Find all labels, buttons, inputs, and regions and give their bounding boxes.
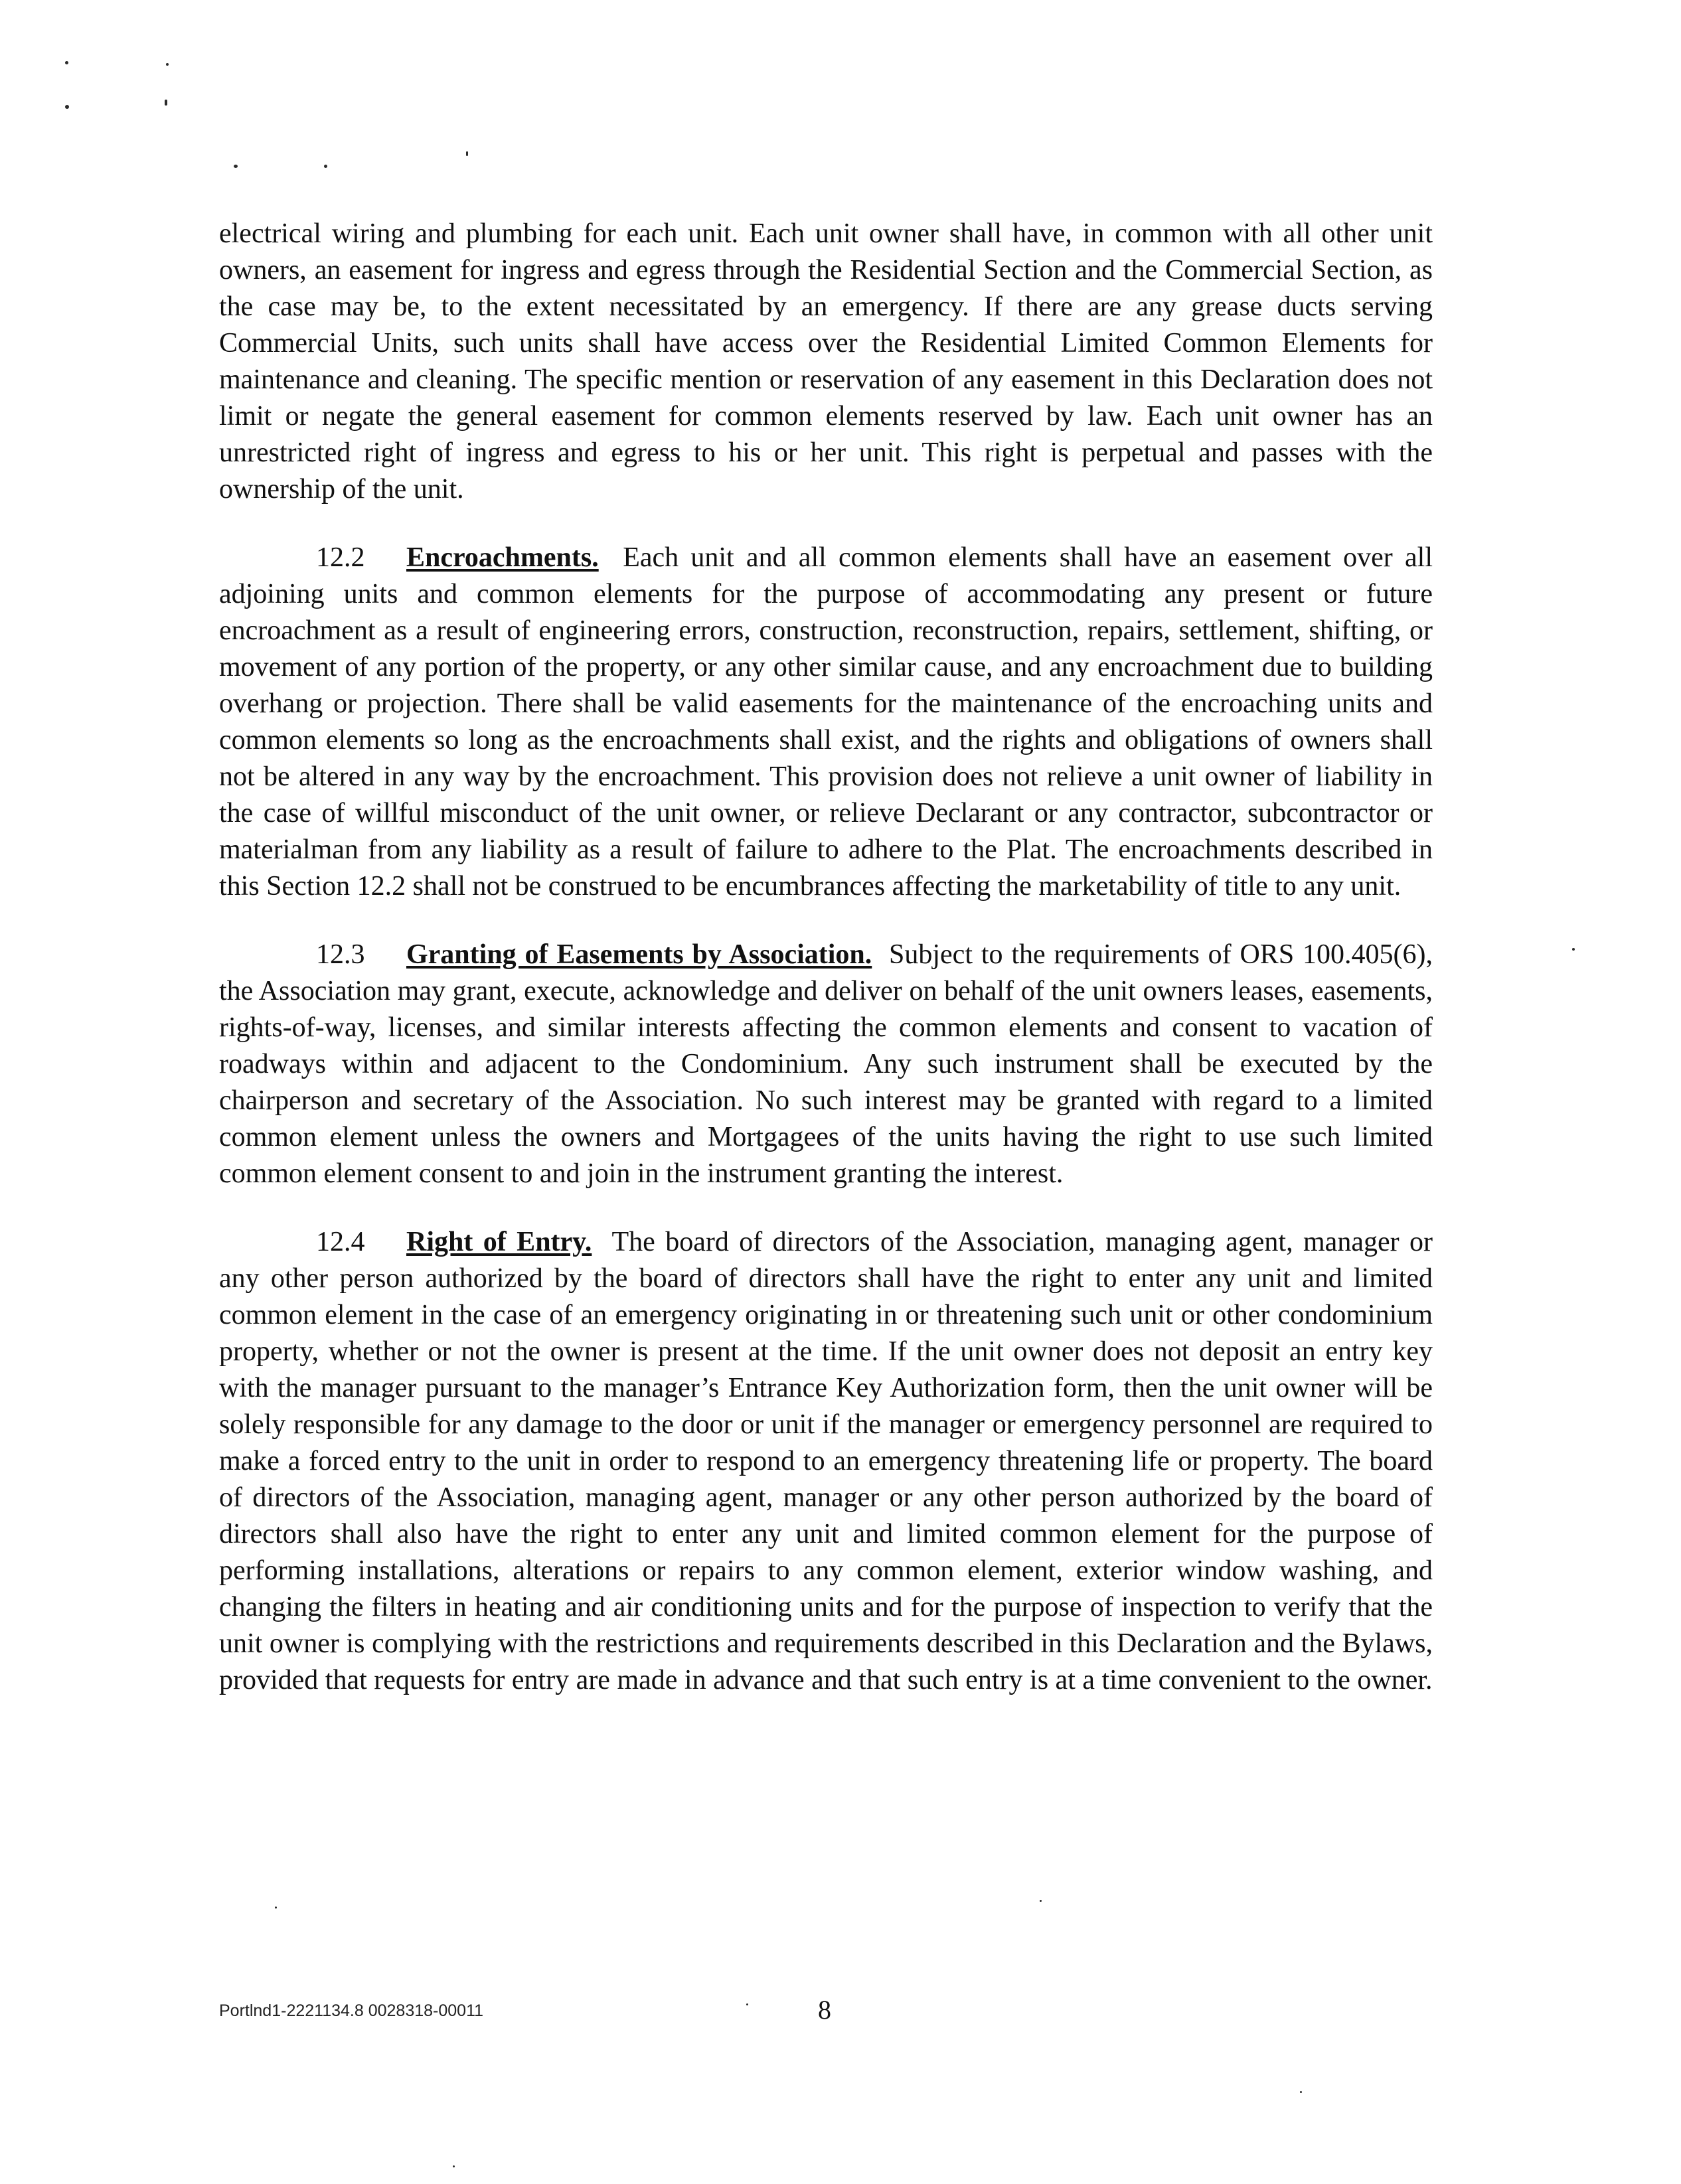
scan-speck: [453, 2165, 455, 2167]
section-12-3: [219, 937, 1433, 1192]
scan-speck: [746, 2003, 748, 2005]
scan-speck: [234, 165, 238, 168]
scan-speck: [1300, 2091, 1302, 2093]
scan-speck: [65, 61, 68, 64]
section-number: 12.3: [316, 939, 365, 970]
continuation-paragraph: electrical wiring and plumbing for each unit. Each unit owner shall have, in common with all other unit owners, an easement for ingress and egress through the Residential Section and the Commercial Section, as the case may be, to the extent necessitated by an emergency. If there are any grease ducts serving Commercial Units, such units shall have access over the Residential Limited Common Elements for maintenance and cleaning. The specific mention or reservation of any easement in this Declaration does not limit or negate the general easement for common elements reserved by law. Each unit owner has an unrestricted right of ingress and egress to his or her unit. This right is perpetual and passes with the ownership of the unit.: [219, 218, 1433, 505]
section-body: The board of directors of the Association, managing agent, manager or any other person authorized by the board of directors shall have the right to enter any unit and limited common element in the case of an emergency originating in or threatening such unit or other condominium property, whether or not the owner is present at the time. If the unit owner does not deposit an entry key with the manager pursuant to the manager’s Entrance Key Authorization form, then the unit owner will be solely responsible for any damage to the door or unit if the manager or emergency personnel are required to make a forced entry to the unit in order to respond to an emergency threatening life or property. The board of directors of the Association, managing agent, manager or any other person authorized by the board of directors shall also have the right to enter any unit and limited common element for the purpose of performing installations, alterations or repairs to any common element, exterior window washing, and changing the filters in heating and air conditioning units and for the purpose of inspection to verify that the unit owner is complying with the restrictions and requirements described in this Declaration and the Bylaws, provided that requests for entry are made in advance and that such entry is at a time convenient to the owner.: [219, 1227, 1433, 1695]
section-12-4: [219, 1224, 1433, 1699]
scan-speck: [275, 1907, 277, 1909]
scan-speck: [65, 105, 69, 109]
section-heading: Right of Entry.: [406, 1227, 592, 1257]
scan-speck: [166, 63, 169, 66]
scan-speck: [324, 165, 327, 168]
section-number: 12.2: [316, 542, 365, 573]
footer-document-reference: Portlnd1-2221134.8 0028318-00011: [219, 2001, 484, 2020]
section-heading: Granting of Easements by Association.: [406, 939, 872, 970]
section-12-2: [219, 540, 1433, 905]
section-number: 12.4: [316, 1227, 365, 1257]
document-body: [219, 216, 1433, 1699]
scan-speck: [1572, 948, 1575, 951]
scan-speck: [165, 100, 167, 106]
section-body: Subject to the requirements of ORS 100.405(6), the Association may grant, execute, acknowledge and deliver on behalf of the unit owners leases, easements, rights-of-way, licenses, and similar interests affecting the common elements and consent to vacation of roadways within and adjacent to the Condominium. Any such instrument shall be executed by the chairperson and secretary of the Association. No such interest may be granted with regard to a limited common element unless the owners and Mortgagees of the units having the right to use such limited common element consent to and join in the instrument granting the interest.: [219, 939, 1433, 1189]
section-heading: Encroachments.: [406, 542, 599, 573]
section-body: Each unit and all common elements shall have an easement over all adjoining units and common elements for the purpose of accommodating any present or future encroachment as a result of engineering errors, construction, reconstruction, repairs, settlement, shifting, or movement of any portion of the property, or any other similar cause, and any encroachment due to building overhang or projection. There shall be valid easements for the maintenance of the encroaching units and common elements so long as the encroachments shall exist, and the rights and obligations of owners shall not be altered in any way by the encroachment. This provision does not relieve a unit owner of liability in the case of willful misconduct of the unit owner, or relieve Declarant or any contractor, subcontractor or materialman from any liability as a result of failure to adhere to the Plat. The encroachments described in this Section 12.2 shall not be construed to be encumbrances affecting the marketability of title to any unit.: [219, 542, 1433, 901]
page-number: 8: [818, 1995, 831, 2025]
scan-speck: [466, 151, 468, 156]
scan-speck: [1040, 1900, 1042, 1902]
